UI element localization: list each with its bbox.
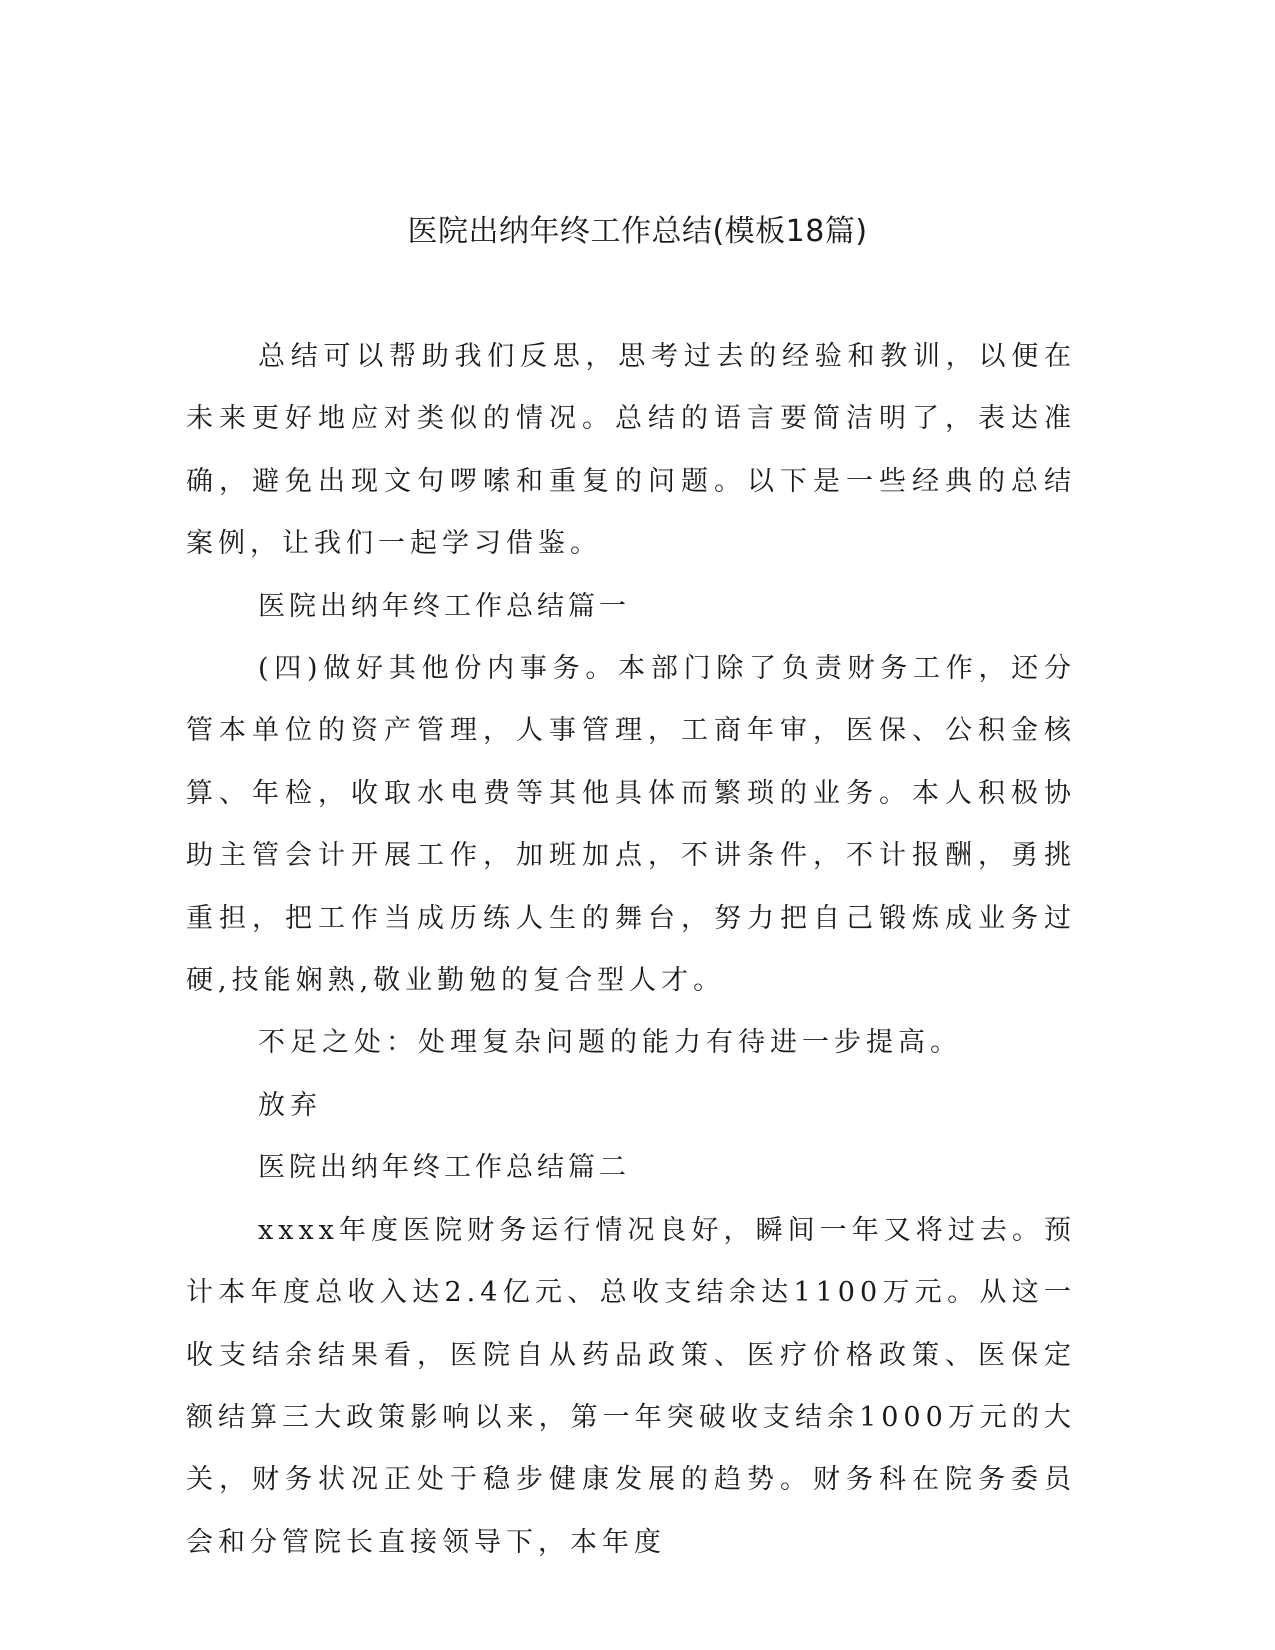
paragraph-other-duties: (四)做好其他份内事务。本部门除了负责财务工作，还分管本单位的资产管理，人事管理，工商年审，医保、公积金核算、年检，收取水电费等其他具体而繁琐的业务。本人积极协助主管会计开展工作，加班加点，不讲条件，不计报酬，勇挑重担，把工作当成历练人生的舞台，努力把自己锻炼成业务过硬,技能娴熟,敬业勤勉的复合型人才。: [186, 653, 1076, 997]
section-heading-2: 医院出纳年终工作总结篇二: [258, 1152, 630, 1184]
paragraph-shortcomings: 不足之处：处理复杂问题的能力有待进一步提高。: [258, 1027, 962, 1059]
intro-paragraph: 总结可以帮助我们反思，思考过去的经验和教训，以便在未来更好地应对类似的情况。总结的语言要简洁明了，表达准确，避免出现文句啰嗦和重复的问题。以下是一些经典的总结案例，让我们一起学习借鉴。: [186, 341, 1076, 560]
paragraph-finance-overview: xxxx年度医院财务运行情况良好，瞬间一年又将过去。预计本年度总收入达2.4亿元、总收支结余达1100万元。从这一收支结余结果看，医院自从药品政策、医疗价格政策、医保定额结算三大政策影响以来，第一年突破收支结余1000万元的大关，财务状况正处于稳步健康发展的趋势。财务科在院务委员会和分管院长直接领导下，本年度: [186, 1214, 1076, 1558]
paragraph-give-up: 放弃: [258, 1089, 322, 1121]
document-title: 医院出纳年终工作总结(模板18篇): [407, 214, 868, 249]
section-heading-1: 医院出纳年终工作总结篇一: [258, 590, 630, 622]
document-body: [186, 326, 1076, 1574]
